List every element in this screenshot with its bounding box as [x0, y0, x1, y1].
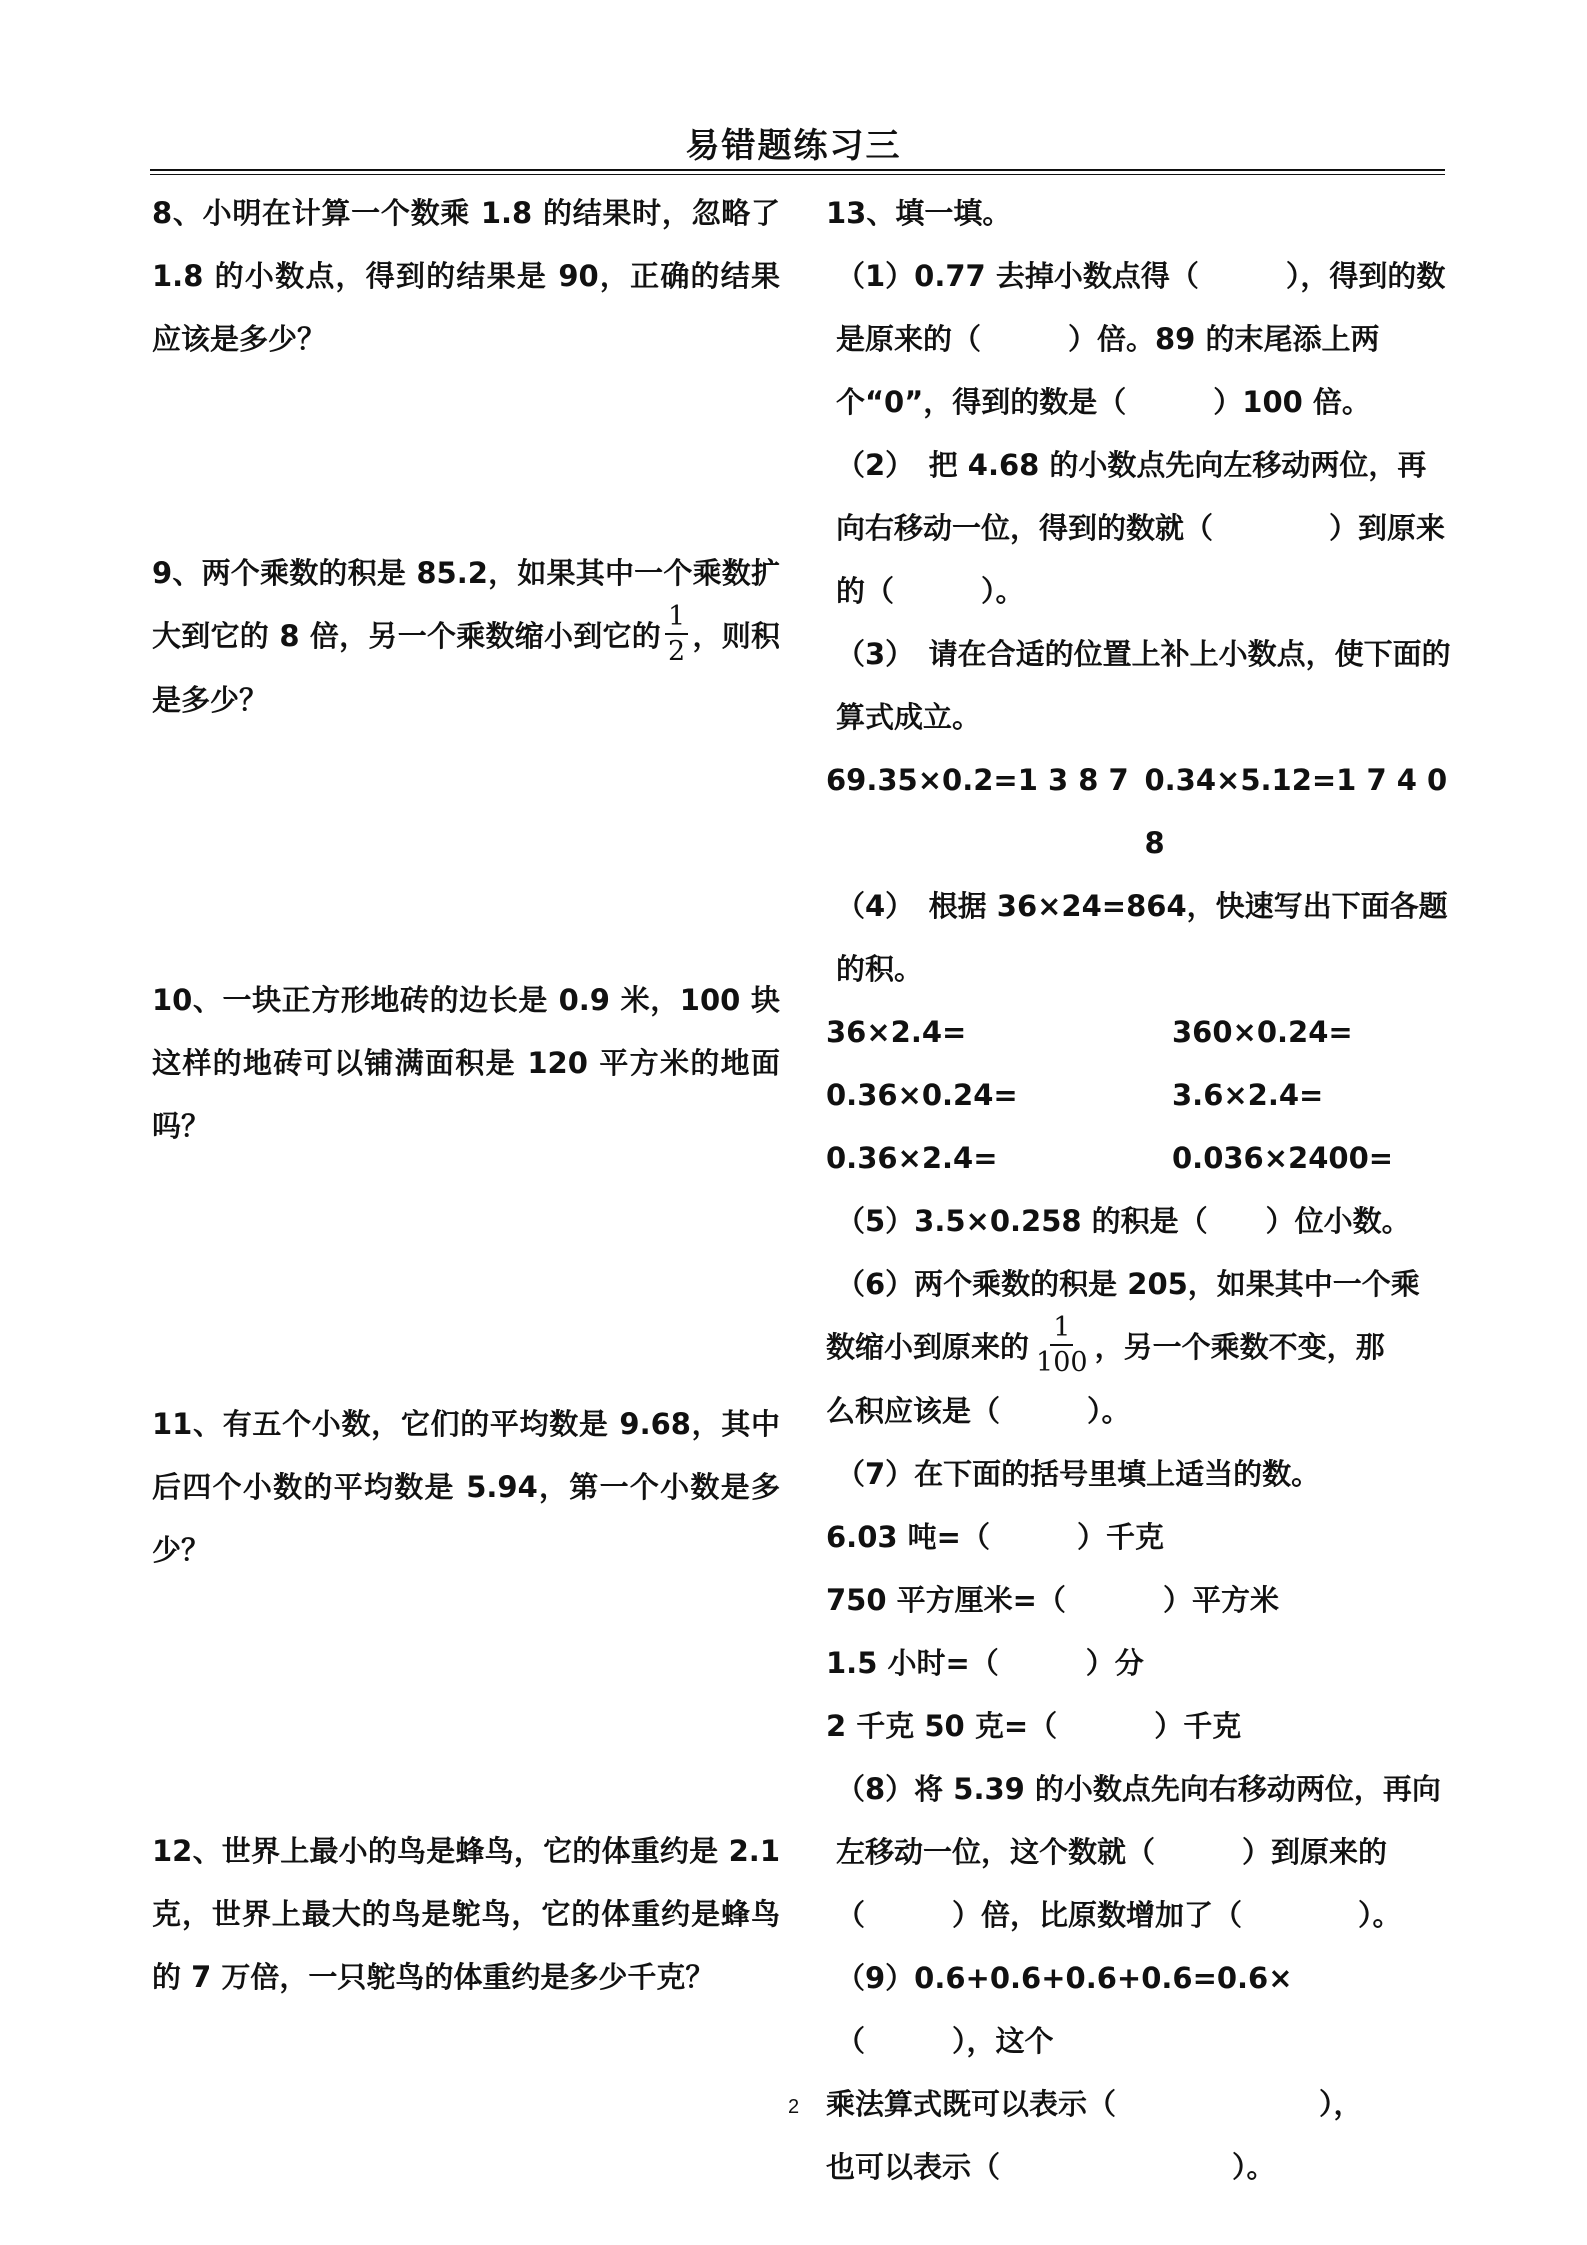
fraction-denominator: 2 — [668, 636, 686, 667]
question-9-text-end: ，则积是多少？ — [152, 619, 780, 717]
part-4-item: 0.036×2400= — [1172, 1141, 1394, 1175]
part-4-row — [826, 1064, 1451, 1127]
question-13-part-6-line-3: 么积应该是（ ）。 — [826, 1394, 1131, 1428]
title-rule-thin — [150, 174, 1445, 175]
question-13-part-3: （3） 请在合适的位置上补上小数点，使下面的算式成立。 — [836, 637, 1451, 734]
question-8: 8、小明在计算一个数乘 1.8 的结果时，忽略了 1.8 的小数点，得到的结果是 90，正确的结果应该是多少？ — [152, 196, 780, 356]
part-4-item: 360×0.24= — [1172, 1015, 1353, 1049]
question-9-text: 9、两个乘数的积是 85.2，如果其中一个乘数扩大到它的 8 倍，另一个乘数缩小到它的 — [152, 556, 780, 653]
question-13-part-5: （5）3.5×0.258 的积是（ ）位小数。 — [836, 1204, 1411, 1238]
part-4-row — [826, 1127, 1451, 1190]
answer-space-10 — [152, 1158, 780, 1393]
part-4-item: 3.6×2.4= — [1172, 1078, 1324, 1112]
title-rule-thick — [150, 169, 1445, 171]
question-13-part-4: （4） 根据 36×24=864，快速写出下面各题的积。 — [836, 889, 1448, 986]
question-13-part-6-line-2 — [826, 1312, 1451, 1380]
question-10: 10、一块正方形地砖的边长是 0.9 米，100 块这样的地砖可以铺满面积是 120 平方米的地面吗？ — [152, 983, 780, 1143]
fraction-numerator: 1 — [1050, 1314, 1073, 1346]
page-number: 2 — [787, 2096, 800, 2118]
equation-2: 0.34×5.12=1 7 4 0 8 — [1144, 763, 1448, 860]
part-4-item: 36×2.4= — [826, 1015, 967, 1049]
part-4-item: 0.36×0.24= — [826, 1078, 1018, 1112]
answer-space-8 — [152, 371, 780, 542]
page-title: 易错题练习三 — [685, 126, 902, 166]
question-12: 12、世界上最小的鸟是蜂鸟，它的体重约是 2.1 克，世界上最大的鸟是鸵鸟，它的体重约是蜂鸟的 7 万倍，一只鸵鸟的体重约是多少千克？ — [152, 1834, 780, 1994]
part-7-item: 1.5 小时=（ ）分 — [826, 1646, 1144, 1680]
question-13-part-7: （7）在下面的括号里填上适当的数。 — [836, 1457, 1321, 1491]
fraction-one-hundredth — [1033, 1314, 1091, 1376]
fraction-numerator: 1 — [665, 603, 688, 635]
right-column — [826, 182, 1451, 2199]
question-13-part-8: （8）将 5.39 的小数点先向右移动两位，再向左移动一位，这个数就（ ）到原来的（ ）倍，比原数增加了（ ）。 — [836, 1772, 1441, 1932]
fraction-denominator: 100 — [1036, 1347, 1088, 1378]
part-6-text-end: ，另一个乘数不变，那 — [1094, 1330, 1385, 1364]
answer-space-9 — [152, 732, 780, 969]
part-7-item: 2 千克 50 克=（ ）千克 — [826, 1709, 1242, 1743]
part-4-row — [826, 1001, 1451, 1064]
question-13-part-1: （1）0.77 去掉小数点得（ ），得到的数是原来的（ ）倍。89 的末尾添上两个“0”，得到的数是（ ）100 倍。 — [836, 259, 1446, 419]
fraction-one-half — [665, 603, 688, 665]
part-7-item: 750 平方厘米=（ ）平方米 — [826, 1583, 1280, 1617]
part-7-item: 6.03 吨=（ ）千克 — [826, 1520, 1164, 1554]
question-13-part-6: （6）两个乘数的积是 205，如果其中一个乘 — [836, 1267, 1420, 1301]
question-9 — [152, 542, 780, 732]
part-4-item: 0.36×2.4= — [826, 1141, 998, 1175]
question-11: 11、有五个小数，它们的平均数是 9.68，其中后四个小数的平均数是 5.94，第一个小数是多少？ — [152, 1407, 780, 1567]
question-13-part-9: （9）0.6+0.6+0.6+0.6=0.6×（ ），这个 — [836, 1961, 1293, 2058]
question-13-part-2: （2） 把 4.68 的小数点先向左移动两位，再向右移动一位，得到的数就（ ）到原来的（ ）。 — [836, 448, 1446, 608]
question-13-part-9-line-2: 乘法算式既可以表示（ ）， — [826, 2087, 1363, 2121]
part-3-equations — [826, 749, 1451, 875]
part-6-text: 数缩小到原来的 — [826, 1330, 1030, 1364]
answer-space-11 — [152, 1582, 780, 1820]
equation-1: 69.35×0.2=1 3 8 7 — [826, 763, 1129, 797]
left-column — [152, 182, 780, 2009]
question-13-part-9-line-3: 也可以表示（ ）。 — [826, 2150, 1276, 2184]
question-13-heading: 13、填一填。 — [826, 196, 1012, 230]
